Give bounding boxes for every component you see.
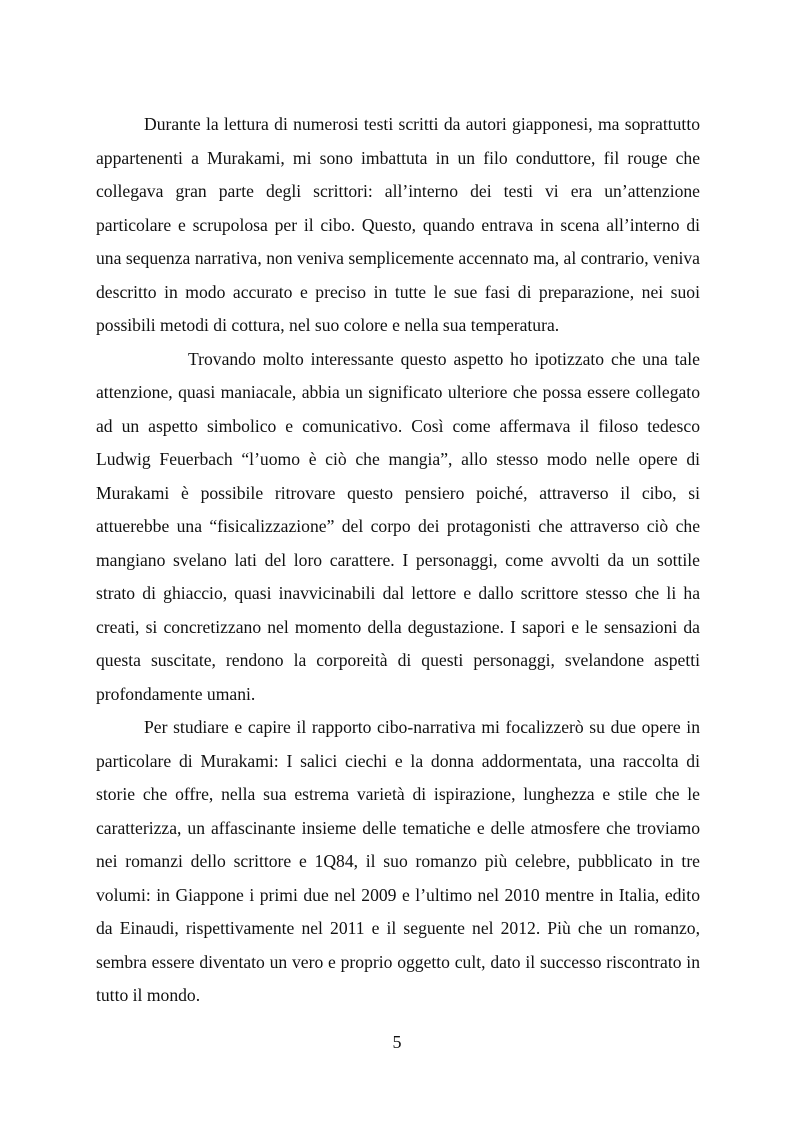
paragraph-2: Trovando molto interessante questo aspetto ho ipotizzato che una tale attenzione, quasi maniacale, abbia un significato ulteriore che possa essere collegato ad un aspetto simbolico e comunicativo. Così come affermava il filoso tedesco Ludwig Feuerbach “l’uomo è ciò che mangia”, allo stesso modo nelle opere di Murakami è possibile ritrovare questo pensiero poiché, attraverso il cibo, si attuerebbe una “fisicalizzazione” del corpo dei protagonisti che attraverso ciò che mangiano svelano lati del loro carattere. I personaggi, come avvolti da un sottile strato di ghiaccio, quasi inavvicinabili dal lettore e dallo scrittore stesso che li ha creati, si concretizzano nel momento della degustazione. I sapori e le sensazioni da questa suscitate, rendono la corporeità di questi personaggi, svelandone aspetti profondamente umani. <box>96 348 700 704</box>
body-text <box>96 108 700 1013</box>
paragraph-1: Durante la lettura di numerosi testi scritti da autori giapponesi, ma soprattutto appartenenti a Murakami, mi sono imbattuta in un filo conduttore, fil rouge che collegava gran parte degli scrittori: all’interno dei testi vi era un’attenzione particolare e scrupolosa per il cibo. Questo, quando entrava in scena all’interno di una sequenza narrativa, non veniva semplicemente accennato ma, al contrario, veniva descritto in modo accurato e preciso in tutte le sue fasi di preparazione, nei suoi possibili metodi di cottura, nel suo colore e nella sua temperatura. <box>96 114 700 335</box>
paragraph-3: Per studiare e capire il rapporto cibo-narrativa mi focalizzerò su due opere in particolare di Murakami: I salici ciechi e la donna addormentata, una raccolta di storie che offre, nella sua estrema varietà di ispirazione, lunghezza e stile che le caratterizza, un affascinante insieme delle tematiche e delle atmosfere che troviamo nei romanzi dello scrittore e 1Q84, il suo romanzo più celebre, pubblicato in tre volumi: in Giappone i primi due nel 2009 e l’ultimo nel 2010 mentre in Italia, edito da Einaudi, rispettivamente nel 2011 e il seguente nel 2012. Più che un romanzo, sembra essere diventato un vero e proprio oggetto cult, dato il successo riscontrato in tutto il mondo. <box>96 717 700 1005</box>
page-number: 5 <box>392 1032 402 1052</box>
